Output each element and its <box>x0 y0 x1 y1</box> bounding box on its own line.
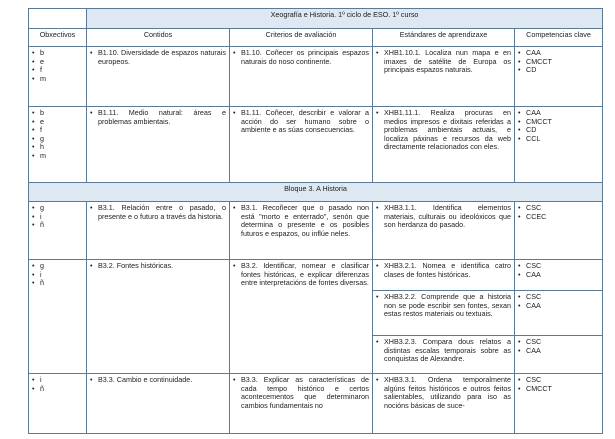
obxectivos-cell <box>29 374 87 434</box>
obxectivo-item: • ñ <box>32 385 83 394</box>
estandares-cell <box>373 202 515 260</box>
obxectivos-cell <box>29 47 87 107</box>
col-header-criterios: Criterios de avaliación <box>230 29 373 47</box>
criterio-text: • B1.11. Coñecer, describir e valorar a acción do ser humano sobre o ambiente e as súas consecuencias. <box>233 109 369 135</box>
contidos-cell <box>87 107 230 183</box>
obxectivo-item: • g <box>32 204 83 213</box>
column-header-row <box>29 29 603 47</box>
col-header-competencias: Competencias clave <box>515 29 603 47</box>
contido-text: • B3.1. Relación entre o pasado, o presente e o futuro a través da historia. <box>90 204 226 221</box>
obxectivo-item: • i <box>32 271 83 280</box>
obxectivo-item: • f <box>32 126 83 135</box>
criterios-cell <box>230 47 373 107</box>
contidos-cell <box>87 202 230 260</box>
competencias-cell <box>515 291 603 336</box>
competencia-item: • CCEC <box>518 213 599 222</box>
table-title: Xeografía e Historia. 1º ciclo de ESO. 1º curso <box>87 9 603 29</box>
estandares-cell <box>373 107 515 183</box>
competencias-cell <box>515 336 603 374</box>
obxectivo-item: • i <box>32 376 83 385</box>
estandares-cell <box>373 336 515 374</box>
col-header-obxectivos: Obxectivos <box>29 29 87 47</box>
contido-text: • B1.11. Medio natural: áreas e problemas ambientais. <box>90 109 226 126</box>
estandares-cell <box>373 260 515 291</box>
table-row <box>29 47 603 107</box>
col-header-estandares: Estándares de aprendizaxe <box>373 29 515 47</box>
estandares-cell <box>373 374 515 434</box>
obxectivos-cell <box>29 260 87 374</box>
competencia-item: • CAA <box>518 109 599 118</box>
obxectivo-item: • e <box>32 118 83 127</box>
criterio-text: • B1.10. Coñecer os principais espazos naturais do noso continente. <box>233 49 369 66</box>
table-row <box>29 374 603 434</box>
obxectivo-item: • i <box>32 213 83 222</box>
obxectivo-item: • b <box>32 109 83 118</box>
competencia-item: • CAA <box>518 347 599 356</box>
estandar-text: • XHB3.3.1. Ordena temporalmente algúns feitos históricos e outros feitos salientables, utilizando para iso as nocións básicas de suce- <box>376 376 511 410</box>
obxectivo-item: • ñ <box>32 221 83 230</box>
criterios-cell <box>230 374 373 434</box>
contido-text: • B3.3. Cambio e continuidade. <box>90 376 226 385</box>
contido-text: • B3.2. Fontes históricas. <box>90 262 226 271</box>
competencia-item: • CAA <box>518 271 599 280</box>
competencias-cell <box>515 374 603 434</box>
curriculum-table <box>28 8 603 434</box>
obxectivo-item: • b <box>32 49 83 58</box>
competencia-item: • CSC <box>518 204 599 213</box>
table-row <box>29 260 603 291</box>
obxectivos-cell <box>29 202 87 260</box>
competencia-item: • CCL <box>518 135 599 144</box>
competencia-item: • CAA <box>518 302 599 311</box>
competencia-item: • CSC <box>518 262 599 271</box>
criterio-text: • B3.1. Recoñecer que o pasado non está "morto e enterrado", senón que determina o presente e os posibles futuros e espazos, ou inflúe neles. <box>233 204 369 238</box>
contidos-cell <box>87 374 230 434</box>
estandar-text: • XHB3.1.1. Identifica elementos materiais, culturais ou ideolóxicos que son herdanza do pasado. <box>376 204 511 230</box>
competencia-item: • CMCCT <box>518 58 599 67</box>
competencia-item: • CD <box>518 126 599 135</box>
obxectivo-item: • e <box>32 58 83 67</box>
estandares-cell <box>373 47 515 107</box>
col-header-contidos: Contidos <box>87 29 230 47</box>
estandar-text: • XHB3.2.3. Compara dous relatos a distintas escalas temporais sobre as conquistas de Alexandre. <box>376 338 511 364</box>
competencia-item: • CAA <box>518 49 599 58</box>
block-heading-row <box>29 183 603 202</box>
competencias-cell <box>515 107 603 183</box>
competencia-item: • CSC <box>518 376 599 385</box>
block-heading: Bloque 3. A Historia <box>29 183 603 202</box>
obxectivo-item: • m <box>32 75 83 84</box>
estandar-text: • XHB1.11.1. Realiza procuras en medios impresos e dixitais referidas a problemas ambientais actuais, e localiza páxinas e recursos da web directamente relacionados con eles. <box>376 109 511 152</box>
competencia-item: • CMCCT <box>518 385 599 394</box>
competencias-cell <box>515 202 603 260</box>
estandares-cell <box>373 291 515 336</box>
obxectivo-item: • h <box>32 143 83 152</box>
competencias-cell <box>515 260 603 291</box>
obxectivo-item: • m <box>32 152 83 161</box>
contidos-cell <box>87 47 230 107</box>
competencia-item: • CMCCT <box>518 118 599 127</box>
estandar-text: • XHB3.2.2. Comprende que a historia non se pode escribir sen fontes, sexan estas restos materiais ou textuais. <box>376 293 511 319</box>
estandar-text: • XHB1.10.1. Localiza nun mapa e en imaxes de satélite de Europa os principais espazos naturais. <box>376 49 511 75</box>
competencia-item: • CD <box>518 66 599 75</box>
obxectivo-item: • f <box>32 66 83 75</box>
title-empty-cell <box>29 9 87 29</box>
criterios-cell <box>230 202 373 260</box>
criterios-cell <box>230 260 373 374</box>
criterio-text: • B3.3. Explicar as características de cada tempo histórico e certos acontecementos que determinaron cambios fundamentais no <box>233 376 369 410</box>
contido-text: • B1.10. Diversidade de espazos naturais europeos. <box>90 49 226 66</box>
obxectivo-item: • g <box>32 262 83 271</box>
criterios-cell <box>230 107 373 183</box>
table-row <box>29 202 603 260</box>
table-title-row <box>29 9 603 29</box>
table-row <box>29 107 603 183</box>
obxectivo-item: • g <box>32 135 83 144</box>
competencias-cell <box>515 47 603 107</box>
contidos-cell <box>87 260 230 374</box>
obxectivos-cell <box>29 107 87 183</box>
competencia-item: • CSC <box>518 338 599 347</box>
estandar-text: • XHB3.2.1. Nomea e identifica catro clases de fontes históricas. <box>376 262 511 279</box>
criterio-text: • B3.2. Identificar, nomear e clasificar fontes históricas, e explicar diferenzas entre interpretacións de fontes diversas. <box>233 262 369 288</box>
competencia-item: • CSC <box>518 293 599 302</box>
obxectivo-item: • ñ <box>32 279 83 288</box>
